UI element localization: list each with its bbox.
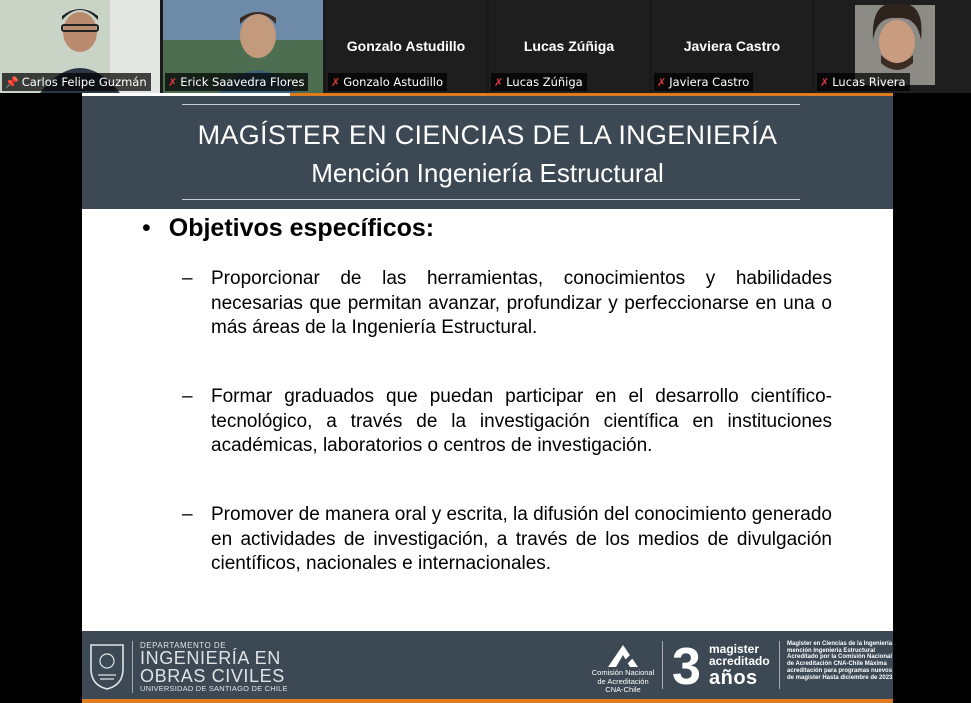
- slide-subtitle: Mención Ingeniería Estructural: [311, 158, 664, 188]
- footer-divider: [662, 641, 663, 689]
- footer-divider: [132, 641, 133, 693]
- university-name: UNIVERSIDAD DE SANTIAGO DE CHILE: [140, 684, 288, 693]
- accreditation-anos-label: años: [709, 667, 758, 689]
- accreditation-magister-label: magister: [709, 642, 760, 656]
- participant-name-tag: ✗ Gonzalo Astudillo: [328, 73, 447, 91]
- slide-title: MAGÍSTER EN CIENCIAS DE LA INGENIERÍA: [197, 120, 778, 150]
- shared-screen-slide: [82, 93, 893, 703]
- department-name-line2: OBRAS CIVILES: [140, 666, 285, 686]
- participant-name-tag: ✗ Erick Saavedra Flores: [165, 73, 308, 91]
- mic-muted-icon: ✗: [331, 75, 341, 89]
- pin-icon: 📌: [5, 75, 19, 89]
- objective-item: [182, 503, 832, 577]
- dash-bullet: –: [182, 268, 193, 289]
- footer-divider: [779, 641, 780, 689]
- slide-body: [82, 209, 893, 632]
- department-name-line1: INGENIERÍA EN: [140, 648, 281, 668]
- objectives-heading: • Objetivos específicos:: [142, 214, 435, 242]
- bullet: •: [142, 214, 151, 242]
- objective-item: [182, 267, 832, 341]
- participant-tile-name: Lucas Zúñiga: [523, 38, 615, 54]
- header-divider: [182, 104, 800, 105]
- slide-footer: [82, 631, 893, 703]
- slide-header: [82, 96, 893, 209]
- participant-name-tag: 📌 Carlos Felipe Guzmán: [2, 73, 151, 91]
- participant-name-tag: ✗ Lucas Zúñiga: [491, 73, 587, 91]
- mic-muted-icon: ✗: [168, 75, 178, 89]
- participant-name-tag: ✗ Lucas Rivera: [817, 73, 910, 91]
- footer-accent-bar: [82, 699, 893, 703]
- participant-tile-name: Javiera Castro: [683, 38, 781, 54]
- accreditation-note: Magister en Ciencias de la Ingeniería mención Ingeniería Estructural Acreditado por la Comisión Nacional de Acreditación CNA-Chile Máxima acreditación para programas nuevos de magister Hasta diciembre de 2023: [787, 641, 893, 681]
- accreditation-years: 3: [672, 638, 701, 696]
- dash-bullet: –: [182, 504, 193, 525]
- mic-muted-icon: ✗: [657, 75, 667, 89]
- objective-text: Proporcionar de las herramientas, conocimientos y habilidades necesarias que permitan avanzar, profundizar y perfeccionarse en una o más áreas de la Ingeniería Estructural.: [211, 268, 832, 338]
- participant-tile[interactable]: [815, 0, 971, 93]
- objective-text: Promover de manera oral y escrita, la difusión del conocimiento generado en actividades de investigación, a través de los medios de divulgación científicos, nacionales e internacionales.: [211, 504, 832, 574]
- slide-top-accent: [290, 93, 893, 96]
- participant-tile[interactable]: [163, 0, 323, 93]
- mic-muted-icon: ✗: [494, 75, 504, 89]
- cna-chile-logo: [604, 641, 642, 669]
- participant-strip: [0, 0, 971, 93]
- dash-bullet: –: [182, 386, 193, 407]
- participant-tile-name: Gonzalo Astudillo: [346, 38, 466, 54]
- participant-tile[interactable]: [0, 0, 160, 93]
- department-label: DEPARTAMENTO DE: [140, 641, 227, 650]
- participant-tile[interactable]: [652, 0, 812, 93]
- header-divider: [182, 199, 800, 200]
- participant-tile[interactable]: [326, 0, 486, 93]
- objective-text: Formar graduados que puedan participar en el desarrollo científico-tecnológico, a través de la investigación científica en instituciones académicas, laboratorios o centros de investigación.: [211, 386, 832, 456]
- participant-name-tag: ✗ Javiera Castro: [654, 73, 753, 91]
- participant-tile[interactable]: [489, 0, 649, 93]
- university-crest-logo: [88, 641, 126, 691]
- cna-label: Comisión Nacional de Acreditación CNA-Chile: [591, 668, 655, 694]
- objective-item: [182, 385, 832, 459]
- accreditation-acreditado-label: acreditado: [709, 654, 770, 668]
- mic-muted-icon: ✗: [820, 75, 830, 89]
